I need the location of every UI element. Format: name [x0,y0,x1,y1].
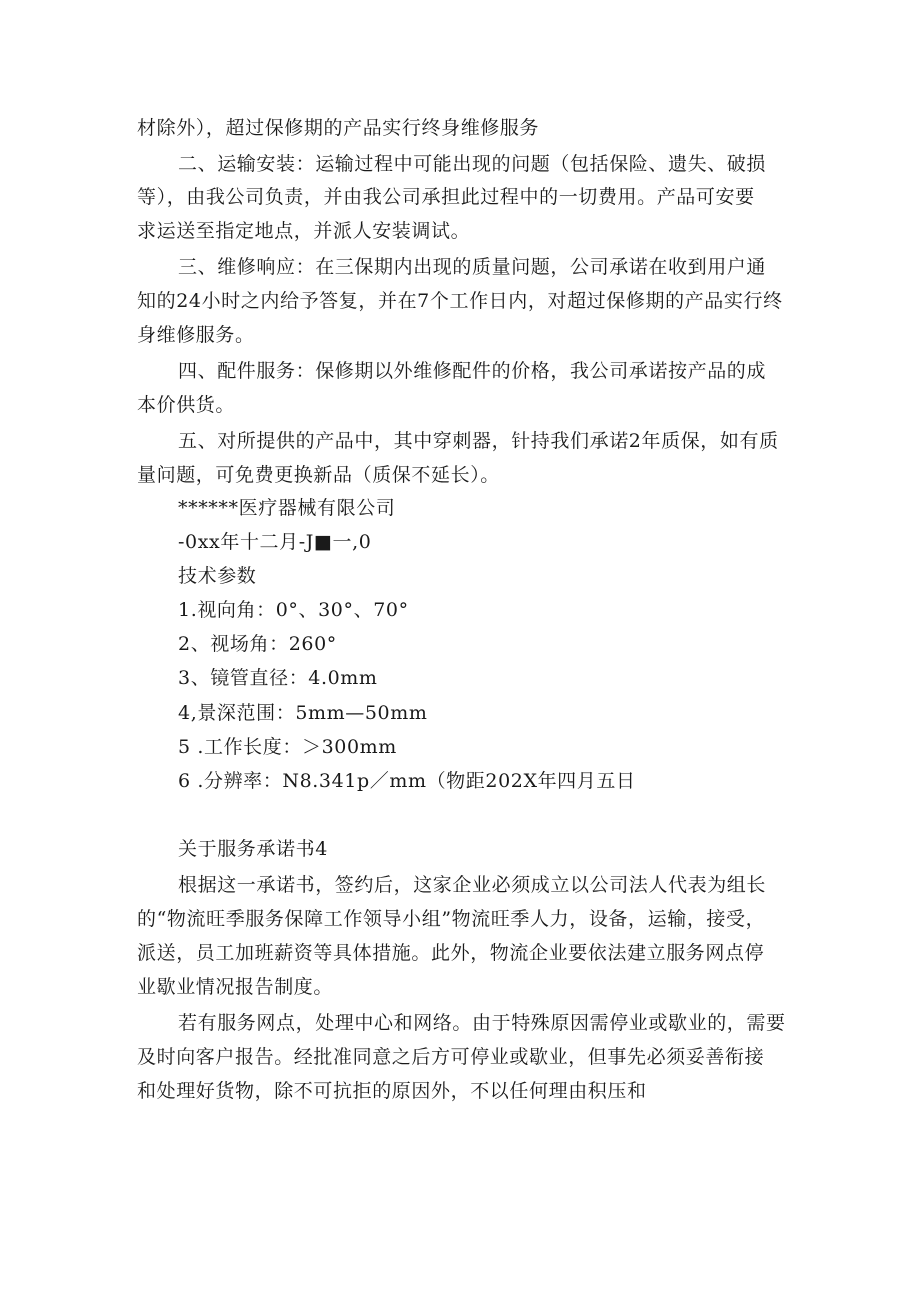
spec-item: 6 .分辨率：N8.341p／mm（物距202X年四月五日 [178,770,636,792]
spec-item: 2、视场角：260° [178,633,337,655]
text-line: 及时向客户报告。经批准同意之后方可停业或歇业，但事先必须妥善衔接 [137,1046,765,1068]
text-line: 三、维修响应：在三保期内出现的质量问题，公司承诺在收到用户通 [178,256,767,278]
text-line: 四、配件服务：保修期以外维修配件的价格，我公司承诺按产品的成 [178,360,767,382]
text-line: 业歇业情况报告制度。 [137,976,334,998]
text-line: 求运送至指定地点，并派人安装调试。 [137,220,471,242]
text-line: 身维修服务。 [137,324,255,346]
spec-item: 5 .工作长度：＞300mm [178,736,397,758]
text-line: 二、运输安装：运输过程中可能出现的问题（包括保险、遗失、破损 [178,153,767,175]
text-line: 根据这一承诺书，签约后，这家企业必须成立以公司法人代表为组长 [178,874,767,896]
text-line: 材除外），超过保修期的产品实行终身维修服务 [137,117,540,139]
date-line: -0xx年十二月-J■一,0 [178,531,372,553]
section-title: 关于服务承诺书4 [178,838,328,860]
text-line: 若有服务网点，处理中心和网络。由于特殊原因需停业或歇业的，需要 [178,1012,786,1034]
company-name: ******医疗器械有限公司 [178,497,396,519]
spec-item: 3、镜管直径：4.0mm [178,667,378,689]
text-line: 的“物流旺季服务保障工作领导小组”物流旺季人力，设备，运输，接受， [137,908,766,930]
text-line: 五、对所提供的产品中，其中穿刺器，针持我们承诺2年质保，如有质 [178,430,779,452]
text-line: 知的24小时之内给予答复，并在7个工作日内，对超过保修期的产品实行终 [137,290,783,312]
spec-item: 4,景深范围：5mm—50mm [178,702,428,724]
text-line: 派送，员工加班薪资等具体措施。此外，物流企业要依法建立服务网点停 [137,942,765,964]
text-line: 本价供货。 [137,394,236,416]
text-line: 等），由我公司负责，并由我公司承担此过程中的一切费用。产品可安要 [137,186,755,208]
text-line: 量问题，可免费更换新品（质保不延长）。 [137,464,500,486]
section-heading: 技术参数 [178,565,257,587]
spec-item: 1.视向角：0°、30°、70° [178,599,409,621]
text-line: 和处理好货物，除不可抗拒的原因外，不以任何理由积压和 [137,1080,647,1102]
